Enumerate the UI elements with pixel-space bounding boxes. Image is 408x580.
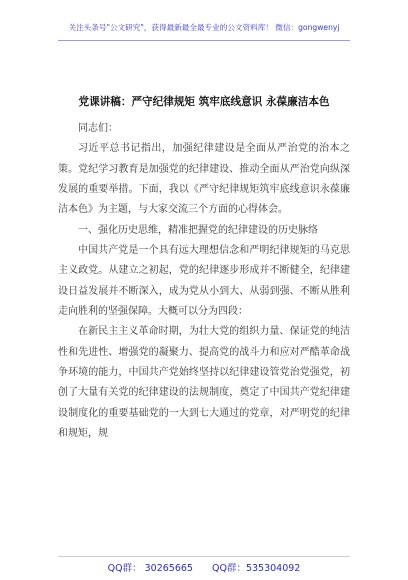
body-paragraph: 在新民主主义革命时期，为壮大党的组织力量、保证党的纯洁性和先进性、增强党的凝聚力、提高党的战斗力和应对严酷革命战争环境的能力，中国共产党始终坚持以纪律建设管党治党强党，初创了大量有关党的纪律建设的法规制度，奠定了中国共产党纪律建设制度化的重要基础党的一大到七大通过的党章，对严明党的纪律和规矩，规 xyxy=(58,326,350,440)
header-notice: 关注头条号"公文研究"，获得最新最全最专业的公文资料库！ 微信：gongwenyj xyxy=(68,23,340,32)
body-paragraph: 习近平总书记指出，加强纪律建设是全面从严治党的治本之策。党纪学习教育是加强党的纪律建设、推动全面从严治党向纵深发展的重要举措。下面，我以《严守纪律规矩筑牢底线意识永葆廉洁本色》为主题，与大家交流三个方面的心得体会。 xyxy=(58,143,350,216)
footer-contacts xyxy=(0,560,408,574)
section-heading: 一、强化历史思维，精准把握党的纪律建设的历史脉络 xyxy=(78,224,318,236)
body-paragraph: 中国共产党是一个具有远大理想信念和严明纪律规矩的马克思主义政党。从建立之初起，党的纪律逐步形成并不断健全，纪律建设日益发展并不断深入，成为党从小到大、从弱到强、不断从胜利走向胜利的坚强保障。大概可以分为四段： xyxy=(58,245,350,318)
footer-qq-group-2: QQ群：535304092 xyxy=(212,563,301,574)
header-divider xyxy=(58,40,350,41)
salutation: 同志们： xyxy=(78,123,118,134)
footer-qq-group-1: QQ群： 30265665 xyxy=(107,563,193,574)
document-body xyxy=(58,119,350,445)
document-title: 党课讲稿：严守纪律规矩 筑牢底线意识 永葆廉洁本色 xyxy=(78,96,330,108)
footer-divider xyxy=(58,556,350,557)
